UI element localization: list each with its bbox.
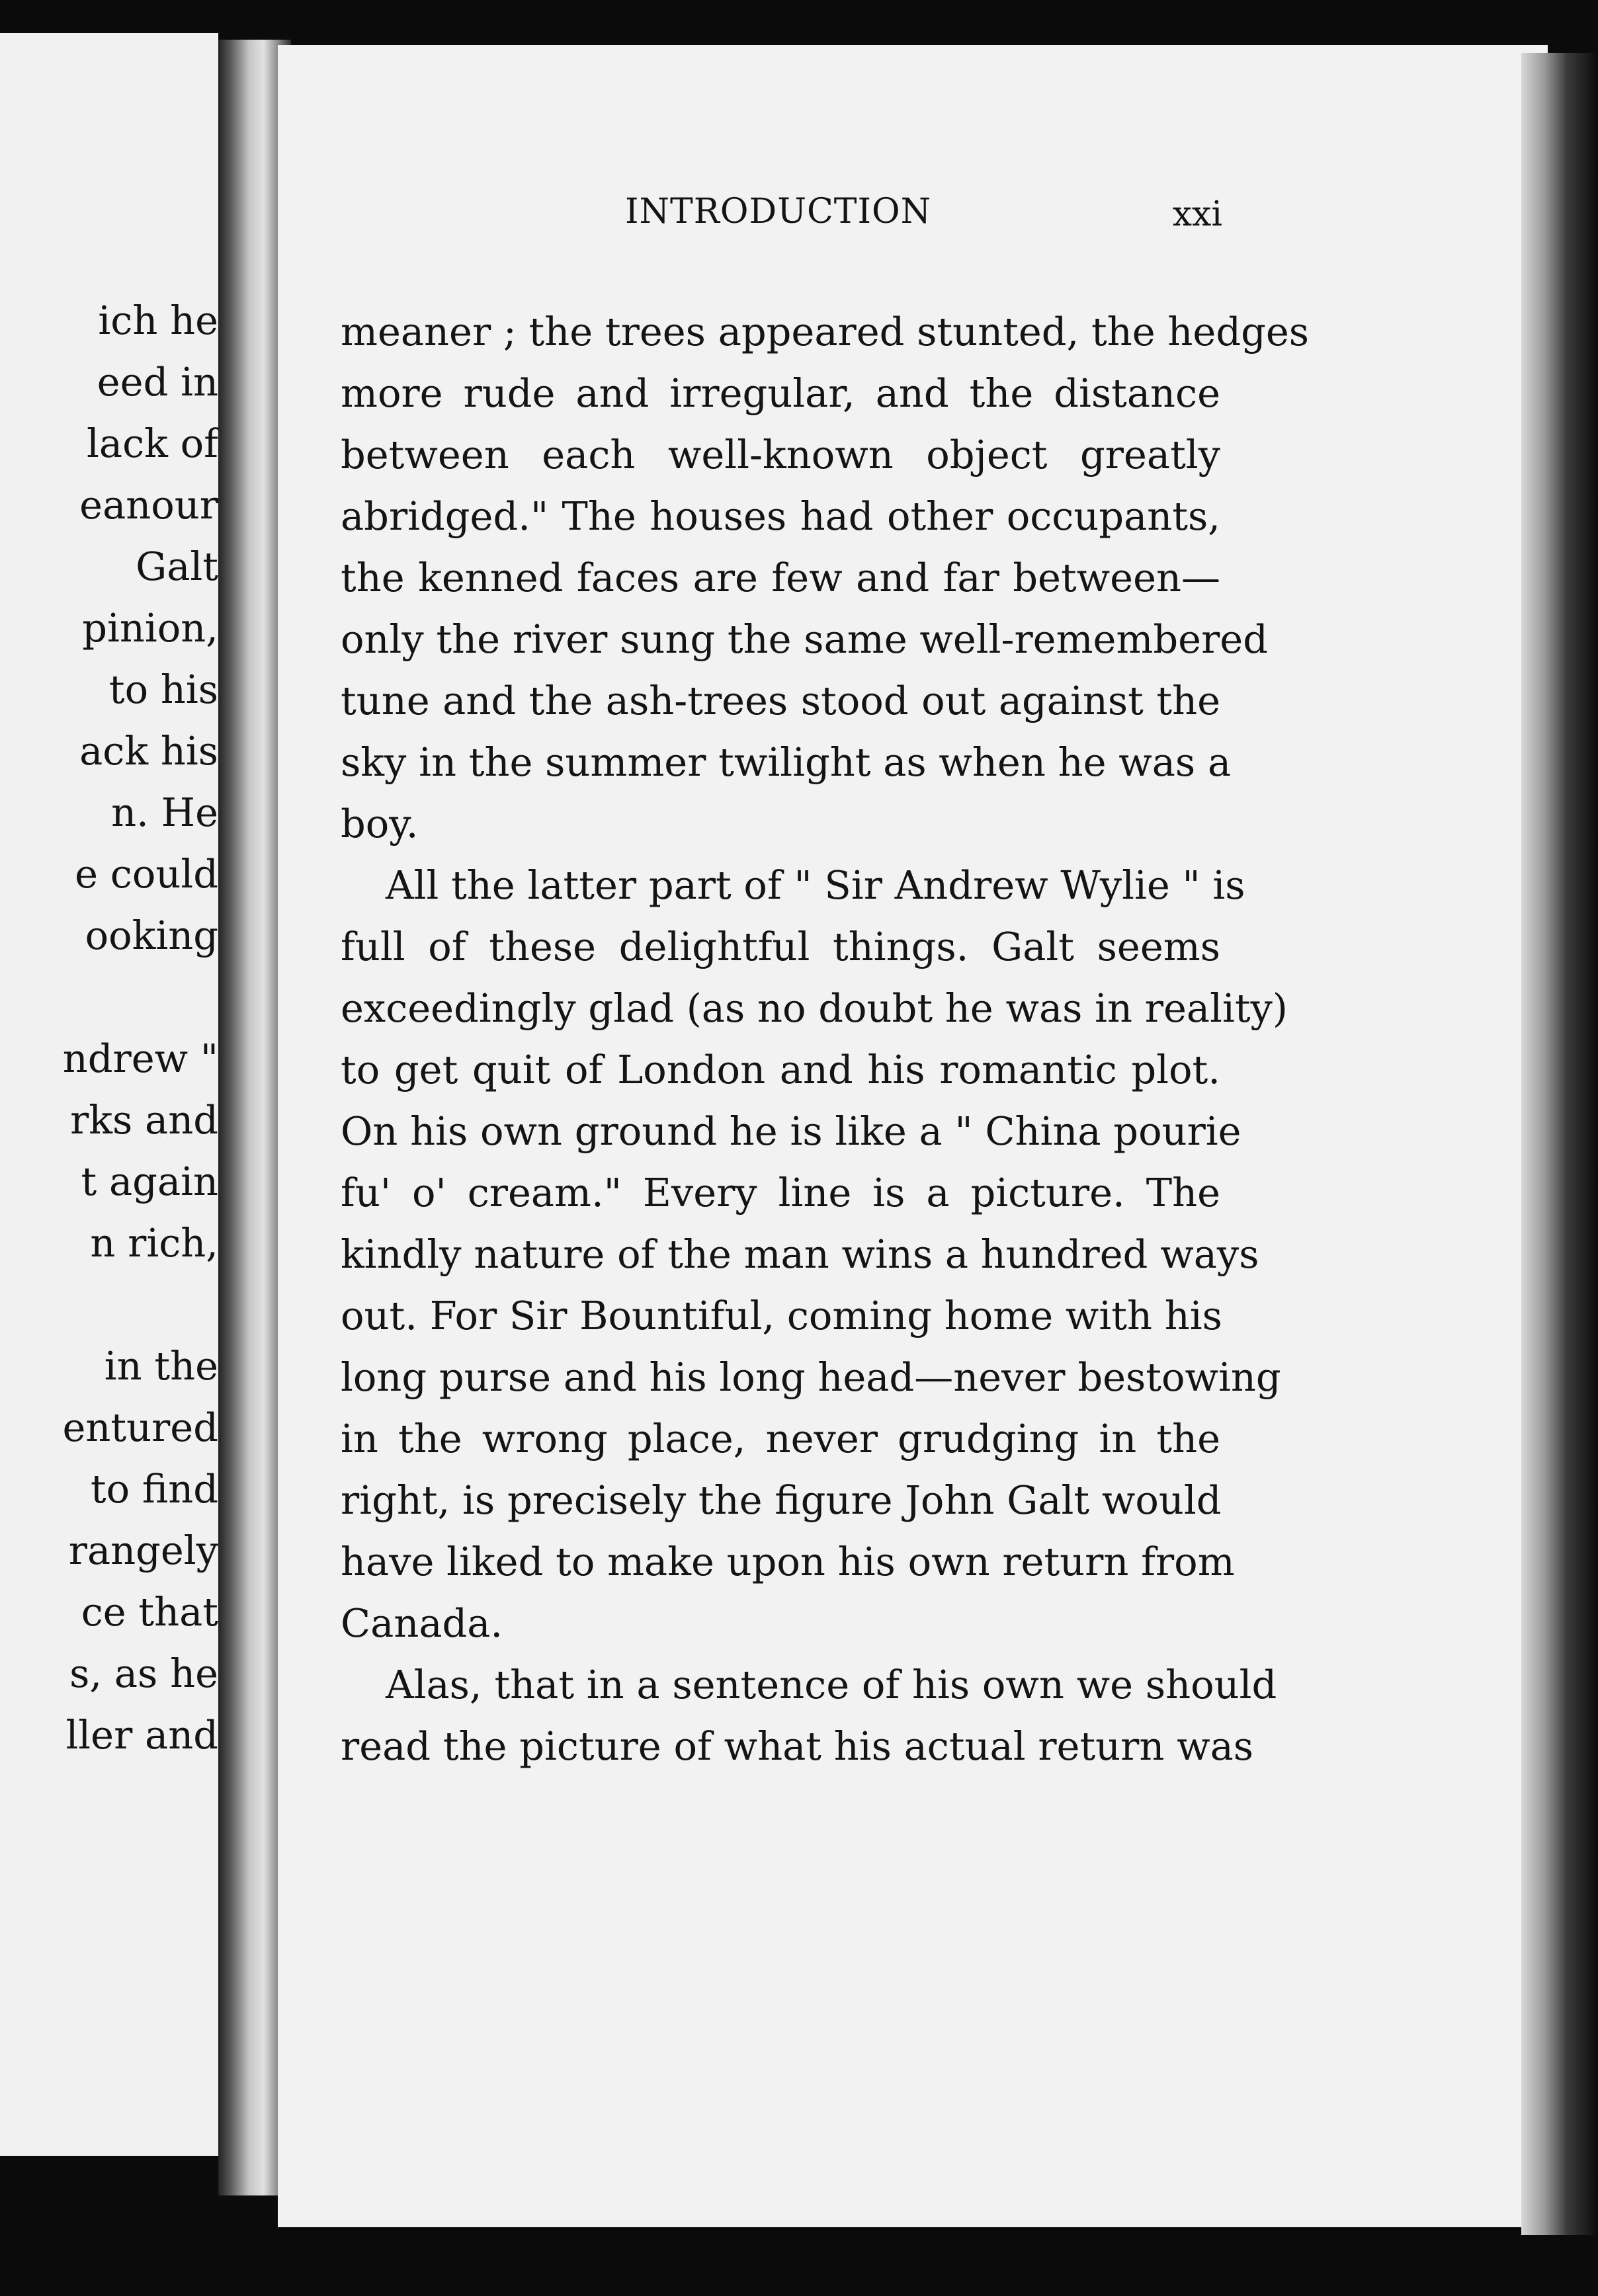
left-page-line: ack his: [79, 728, 218, 774]
left-page-line: lack of: [87, 421, 218, 466]
left-page-line: eed in: [97, 359, 218, 405]
left-page-line: s, as he: [69, 1651, 218, 1696]
page-number: xxi: [1172, 194, 1222, 234]
left-page-line: ller and: [65, 1712, 218, 1758]
left-page-line: ich he: [98, 298, 218, 343]
text-line: read the picture of what his actual return was: [341, 1723, 1254, 1769]
left-page-line: eanour: [79, 482, 218, 528]
left-page-line: entured: [62, 1405, 218, 1450]
left-page-line: n. He: [111, 790, 218, 835]
text-line: Canada.: [341, 1600, 503, 1646]
text-line: have liked to make upon his own return from: [341, 1539, 1235, 1584]
text-line: Alas, that in a sentence of his own we should: [386, 1662, 1277, 1707]
text-line: only the river sung the same well-remembered: [341, 616, 1268, 662]
text-line: between each well-known object greatly: [341, 432, 1220, 477]
text-line: All the latter part of " Sir Andrew Wylie " is: [386, 862, 1245, 908]
left-page-line: to find: [90, 1466, 218, 1512]
left-page-line: in the: [104, 1343, 218, 1389]
text-line: right, is precisely the figure John Galt would: [341, 1477, 1222, 1523]
left-page-line: pinion,: [82, 605, 218, 651]
left-page-line: ooking: [85, 913, 218, 958]
text-line: On his own ground he is like a " China pourie: [341, 1108, 1241, 1154]
left-page-line: rks and: [70, 1097, 218, 1143]
running-head: INTRODUCTION: [625, 192, 932, 231]
left-page-line: n rich,: [90, 1220, 218, 1266]
text-line: sky in the summer twilight as when he was a: [341, 739, 1232, 785]
text-line: kindly nature of the man wins a hundred ways: [341, 1231, 1259, 1277]
text-line: out. For Sir Bountiful, coming home with his: [341, 1293, 1222, 1338]
left-page-line: t again: [81, 1159, 218, 1204]
left-page-line: rangely: [68, 1528, 218, 1573]
text-line: fu' o' cream." Every line is a picture. The: [341, 1170, 1220, 1215]
text-line: tune and the ash-trees stood out against the: [341, 678, 1220, 723]
left-page-line: ndrew ": [62, 1036, 218, 1081]
page-edge-shadow: [1521, 53, 1598, 2235]
text-line: full of these delightful things. Galt seems: [341, 924, 1220, 969]
text-line: meaner ; the trees appeared stunted, the hedges: [341, 309, 1310, 354]
text-line: the kenned faces are few and far between—: [341, 555, 1220, 600]
body-text: [341, 301, 1310, 1777]
text-line: abridged." The houses had other occupants,: [341, 493, 1220, 539]
left-page-fragment: [0, 33, 218, 2156]
left-page-line: ce that: [81, 1589, 218, 1635]
text-line: long purse and his long head—never bestowing: [341, 1354, 1281, 1400]
text-line: boy.: [341, 801, 419, 846]
text-line: more rude and irregular, and the distance: [341, 370, 1220, 416]
left-page-line: e could: [75, 851, 218, 897]
text-line: in the wrong place, never grudging in the: [341, 1416, 1220, 1461]
text-line: exceedingly glad (as no doubt he was in reality): [341, 985, 1288, 1031]
left-page-line: Galt: [136, 544, 218, 589]
page-header: [351, 192, 1230, 238]
left-page-line: to his: [108, 667, 218, 712]
text-line: to get quit of London and his romantic plot.: [341, 1047, 1220, 1092]
